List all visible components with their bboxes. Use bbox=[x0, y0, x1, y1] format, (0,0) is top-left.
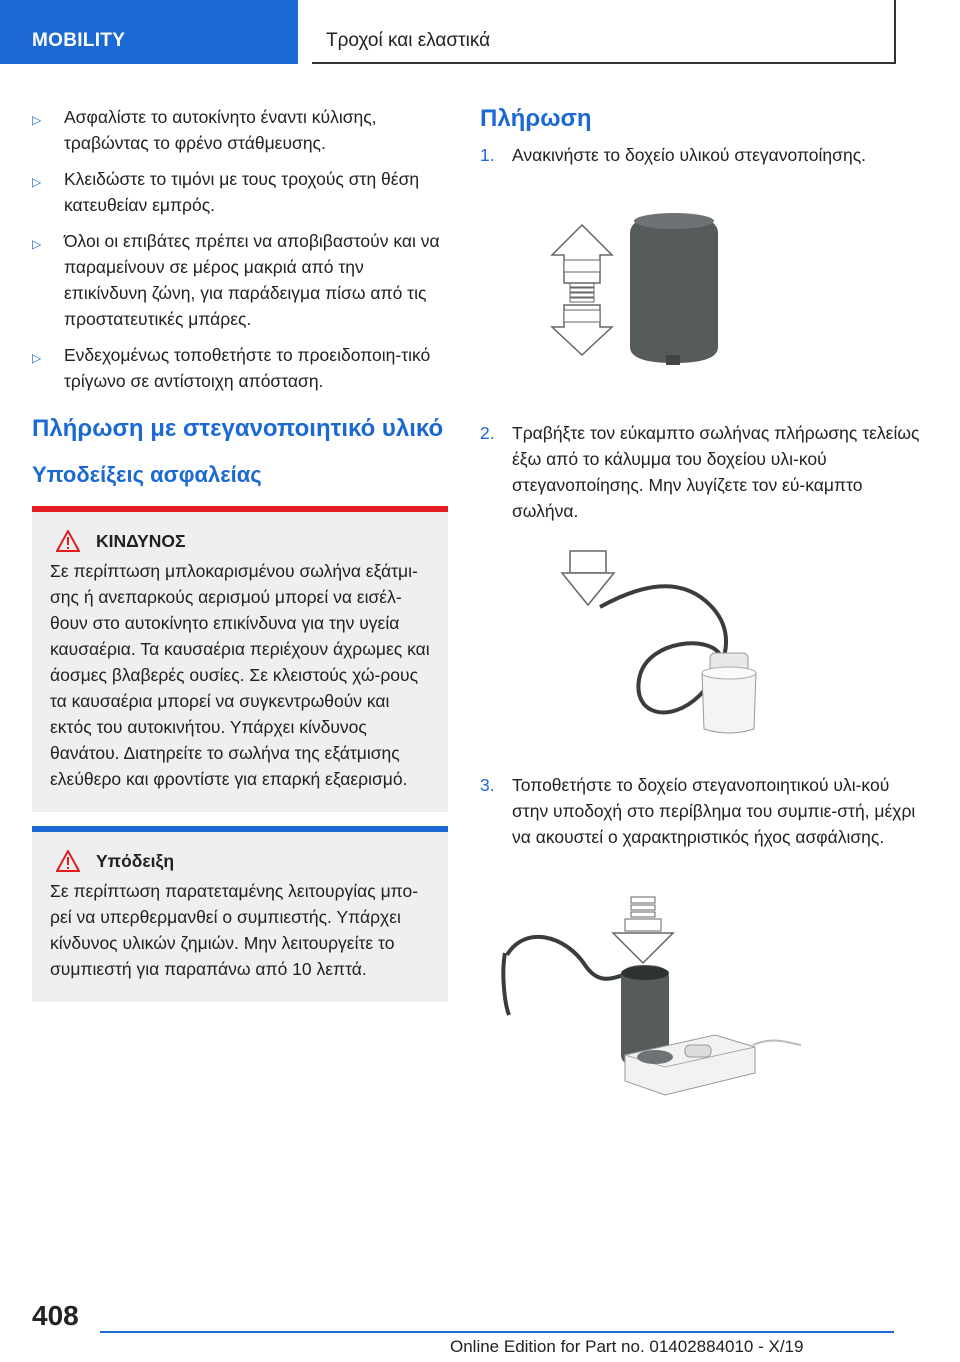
triangle-bullet-icon: ▷ bbox=[32, 175, 42, 189]
header-section-tab bbox=[0, 0, 298, 64]
warning-triangle-icon bbox=[56, 530, 80, 552]
bullet-item bbox=[32, 228, 448, 332]
bullet-item bbox=[32, 342, 448, 394]
notice-text: Σε περίπτωση παρατεταμένης λειτουργίας μπο-ρεί να υπερθερμανθεί ο συμπιεστής. Υπάρχει κίνδυνος υλικών ζημιών. Μην λειτουργείτε το συμπιεστή για παραπάνω από 10 λεπτά. bbox=[50, 881, 419, 979]
pull-hose-illustration bbox=[560, 545, 780, 745]
shake-canister-illustration bbox=[550, 205, 770, 375]
step-2 bbox=[480, 420, 926, 524]
bullet-text: Ενδεχομένως τοποθετήστε το προειδοποιη-τικό τρίγωνο σε αντίστοιχη απόσταση. bbox=[64, 345, 431, 391]
left-column bbox=[32, 104, 448, 1016]
step-text: Τραβήξτε τον εύκαμπτο σωλήνας πλήρωσης τελείως έξω από το κάλυμμα του δοχείου υλι-κού στεγανοποίησης. Μην λυγίζετε τον εύ-καμπτο σωλήνα. bbox=[512, 423, 920, 521]
header-chapter-label: Τροχοί και ελαστικά bbox=[326, 30, 491, 51]
section-heading: Πλήρωση με στεγανοποιητικό υλικό bbox=[32, 415, 444, 442]
notice-title-row bbox=[50, 848, 430, 874]
notice-box bbox=[32, 826, 448, 1002]
footer-rule bbox=[100, 1331, 894, 1333]
page-number: 408 bbox=[32, 1300, 79, 1331]
step-number: 1. bbox=[480, 145, 495, 165]
warning-triangle-icon bbox=[56, 850, 80, 872]
triangle-bullet-icon: ▷ bbox=[32, 351, 42, 365]
triangle-bullet-icon: ▷ bbox=[32, 113, 42, 127]
fill-heading: Πλήρωση bbox=[480, 105, 592, 132]
notice-title: Υπόδειξη bbox=[96, 851, 175, 871]
bullet-item bbox=[32, 166, 448, 218]
step-1 bbox=[480, 142, 926, 168]
bullet-item bbox=[32, 104, 448, 156]
header-section-label: MOBILITY bbox=[32, 30, 126, 51]
step-text: Τοποθετήστε το δοχείο στεγανοποιητικού υλι-κού στην υποδοχή στο περίβλημα του συμπιε-στή, μέχρι να ακουστεί ο χαρακτηριστικός ήχος ασφάλισης. bbox=[512, 775, 916, 847]
step-number: 2. bbox=[480, 423, 495, 443]
safety-subheading: Υποδείξεις ασφαλείας bbox=[32, 462, 262, 487]
bullet-text: Όλοι οι επιβάτες πρέπει να αποβιβαστούν και να παραμείνουν σε μέρος μακριά από την επικίνδυνη ζώνη, για παράδειγμα πίσω από τις προστατευτικές μπάρες. bbox=[64, 231, 440, 329]
danger-title-row bbox=[50, 528, 430, 554]
step-3 bbox=[480, 772, 926, 850]
step-number: 3. bbox=[480, 775, 495, 795]
danger-title: ΚΙΝΔΥΝΟΣ bbox=[96, 531, 186, 551]
bullet-text: Ασφαλίστε το αυτοκίνητο έναντι κύλισης, τραβώντας το φρένο στάθμευσης. bbox=[64, 107, 377, 153]
triangle-bullet-icon: ▷ bbox=[32, 237, 42, 251]
header-chapter-box bbox=[312, 0, 896, 64]
insert-canister-illustration bbox=[495, 895, 815, 1100]
step-text: Ανακινήστε το δοχείο υλικού στεγανοποίησης. bbox=[512, 145, 866, 165]
danger-box bbox=[32, 506, 448, 812]
footer-edition: Online Edition for Part no. 01402884010 - X/19 bbox=[450, 1337, 804, 1356]
danger-text: Σε περίπτωση μπλοκαρισμένου σωλήνα εξάτμι-σης ή ανεπαρκούς αερισμού μπορεί να εισέλ-θουν στο αυτοκίνητο επικίνδυνα για την υγεία καυσαέρια. Τα καυσαέρια περιέχουν άχρωμες και άοσμες βλαβερές ουσίες. Σε κλειστούς χώ-ρους τα καυσαέρια μπορεί να συγκεντρωθούν και εκτός του αυτοκινήτου. Υπάρχει κίνδυνος θανάτου. Διατηρείτε το σωλήνα της εξάτμισης ελεύθερο και φροντίστε για επαρκή εξαερισμό. bbox=[50, 561, 430, 789]
bullet-text: Κλειδώστε το τιμόνι με τους τροχούς στη θέση κατευθείαν εμπρός. bbox=[64, 169, 420, 215]
